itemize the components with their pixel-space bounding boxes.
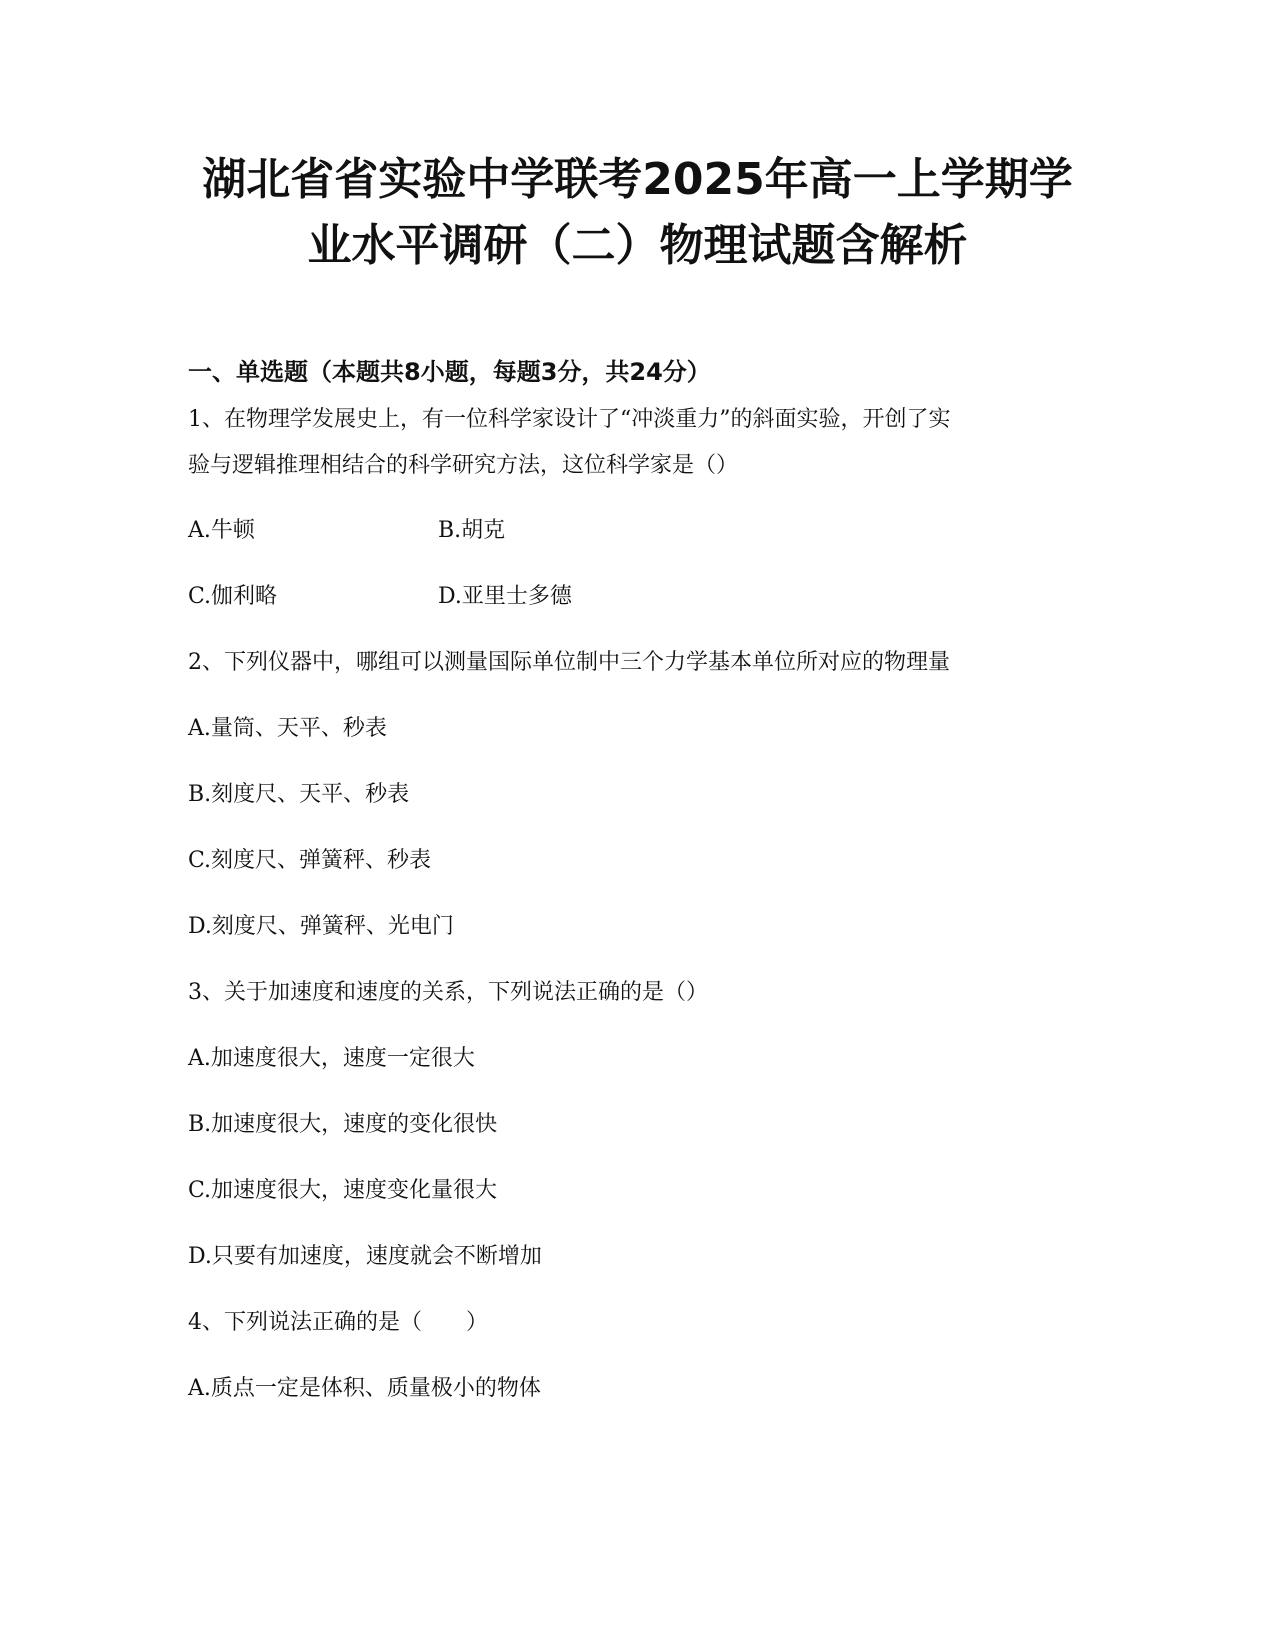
question-1-option-c: C.伽利略 (188, 584, 278, 609)
question-2-option-a: A.量筒、天平、秒表 (188, 716, 387, 741)
question-3-option-c: C.加速度很大，速度变化量很大 (188, 1178, 498, 1203)
question-2-option-b: B.刻度尺、天平、秒表 (188, 782, 410, 807)
question-4-stem: 4、下列说法正确的是（ ） (188, 1310, 488, 1335)
question-1-stem-line-1: 1、在物理学发展史上，有一位科学家设计了“冲淡重力”的斜面实验，开创了实 (188, 407, 951, 432)
question-1-stem-line-2: 验与逻辑推理相结合的科学研究方法，这位科学家是（） (188, 453, 739, 478)
document-title-line-2: 业水平调研（二）物理试题含解析 (307, 220, 968, 271)
question-3-option-b: B.加速度很大，速度的变化很快 (188, 1112, 498, 1137)
question-2-stem: 2、下列仪器中，哪组可以测量国际单位制中三个力学基本单位所对应的物理量 (188, 650, 950, 675)
question-3-stem: 3、关于加速度和速度的关系，下列说法正确的是（） (188, 980, 708, 1005)
question-1-option-d: D.亚里士多德 (438, 584, 572, 609)
question-3-option-d: D.只要有加速度，速度就会不断增加 (188, 1244, 542, 1269)
section-heading: 一、单选题（本题共8小题，每题3分，共24分） (188, 358, 711, 386)
question-2-option-d: D.刻度尺、弹簧秤、光电门 (188, 914, 454, 939)
question-1-option-a: A.牛顿 (188, 518, 255, 543)
question-2-option-c: C.刻度尺、弹簧秤、秒表 (188, 848, 432, 873)
document-title-line-1: 湖北省省实验中学联考2025年高一上学期学 (202, 154, 1073, 205)
question-1-option-b: B.胡克 (438, 518, 506, 543)
question-4-option-a: A.质点一定是体积、质量极小的物体 (188, 1376, 541, 1401)
question-3-option-a: A.加速度很大，速度一定很大 (188, 1046, 475, 1071)
